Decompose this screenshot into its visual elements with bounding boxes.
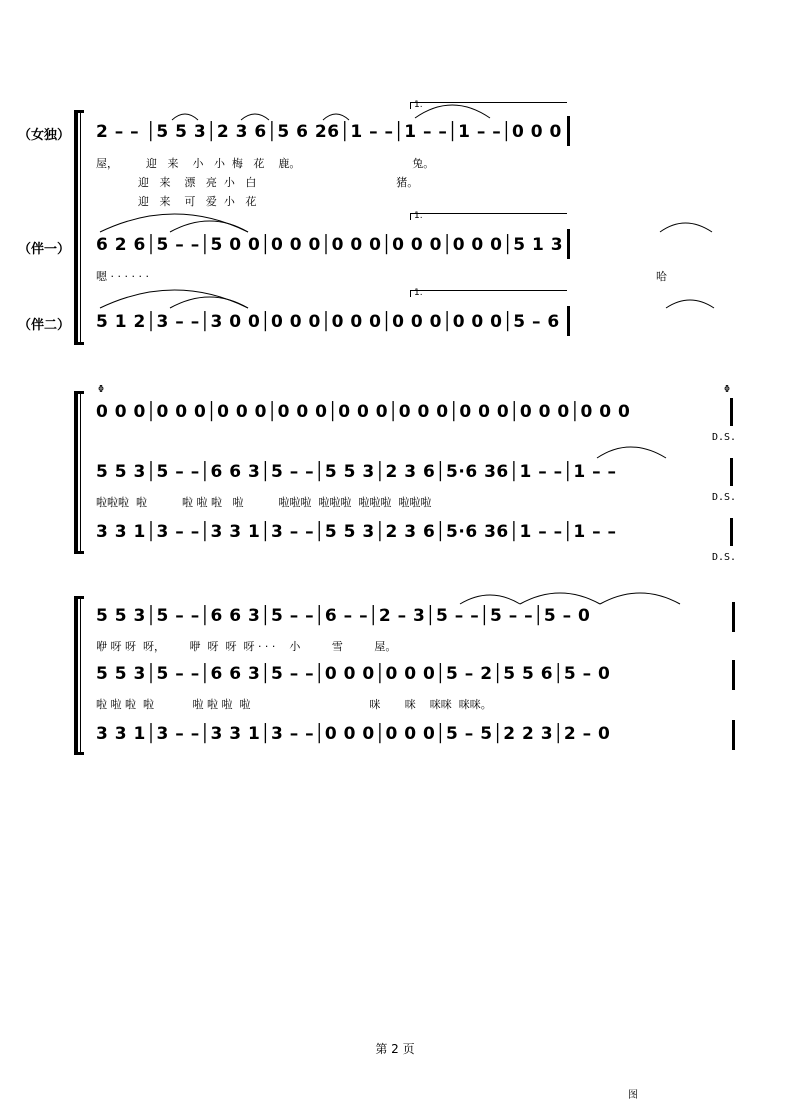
slur <box>241 114 269 120</box>
acc2-notes-line-2: 3 3 1│3 – –│3 3 1│3 – –│5 5 3│2 3 6│5·6 36│1 – –│1 – – <box>96 522 617 542</box>
slur <box>660 223 712 232</box>
solo-lyrics-line-3: 咿 呀 呀 呀， 咿 呀 呀 呀 · · · 小 雪 屋。 <box>96 640 397 653</box>
ds-marker-acc1: D.S. <box>712 492 737 503</box>
acc1-notes-line-2: 5 5 3│5 – –│6 6 3│5 – –│5 5 3│2 3 6│5·6 36│1 – –│1 – – <box>96 462 617 482</box>
acc1-notes-line-1: 6 2 6│5 – –│5 0 0│0 0 0│0 0 0│0 0 0│0 0 0│5 1 3 <box>96 235 564 255</box>
part-label-acc1: （伴一） <box>18 242 71 257</box>
solo-lyrics-verse-3: 迎 来 可 爱 小 花 <box>96 195 257 208</box>
acc1-lyrics-line-3: 啦 啦 啦 啦 啦 啦 啦 啦 咪 咪 咪咪 咪咪。 <box>96 698 492 711</box>
solo-notes-line-3: 5 5 3│5 – –│6 6 3│5 – –│6 – –│2 – 3│5 – –│5 – –│5 – 0 <box>96 606 591 626</box>
corner-mark: 图 <box>628 1090 638 1101</box>
solo-lyrics-verse-1: 屋， 迎 来 小 小 梅 花 鹿。 兔。 <box>96 157 435 170</box>
slur <box>415 105 490 118</box>
coda-sign-end: Φ <box>724 384 731 395</box>
solo-notes-line-1: 2 – – │5 5 3│2 3 6│5 6 26│1 – –│1 – –│1 – –│0 0 0 <box>96 122 562 142</box>
acc1-lyric-hum: 嗯 · · · · · · <box>96 270 149 283</box>
acc1-lyrics-line-2: 啦啦啦 啦 啦 啦 啦 啦 啦啦啦 啦啦啦 啦啦啦 啦啦啦 <box>96 496 432 509</box>
solo-notes-line-2: 0 0 0│0 0 0│0 0 0│0 0 0│0 0 0│0 0 0│0 0 0│0 0 0│0 0 0 <box>96 402 631 422</box>
slur <box>520 593 600 604</box>
coda-sign-start: Φ <box>98 384 105 395</box>
part-label-solo: （女独） <box>18 128 71 143</box>
volta-label-1: 1. <box>414 100 423 110</box>
slur <box>323 114 349 120</box>
slur <box>666 300 714 308</box>
slur <box>172 114 198 120</box>
acc1-notes-line-3: 5 5 3│5 – –│6 6 3│5 – –│0 0 0│0 0 0│5 – 2│5 5 6│5 – 0 <box>96 664 611 684</box>
part-label-acc2: （伴二） <box>18 318 71 333</box>
ds-marker-solo: D.S. <box>712 432 737 443</box>
solo-lyrics-verse-2: 迎 来 漂 亮 小 白 猪。 <box>96 176 419 189</box>
volta-label-2: 1. <box>414 211 423 221</box>
ds-marker-acc2: D.S. <box>712 552 737 563</box>
slur <box>170 297 248 308</box>
slur <box>597 447 666 458</box>
page-number: 第 2 页 <box>375 1042 415 1056</box>
slur <box>600 593 680 604</box>
slur <box>170 221 248 232</box>
acc2-notes-line-1: 5 1 2│3 – –│3 0 0│0 0 0│0 0 0│0 0 0│0 0 0│5 – 6 <box>96 312 560 332</box>
acc2-notes-line-3: 3 3 1│3 – –│3 3 1│3 – –│0 0 0│0 0 0│5 – 5│2 2 3│2 – 0 <box>96 724 611 744</box>
acc1-lyric-ha: 哈 <box>656 270 667 283</box>
slur <box>460 595 520 604</box>
volta-label-3: 1. <box>414 288 423 298</box>
